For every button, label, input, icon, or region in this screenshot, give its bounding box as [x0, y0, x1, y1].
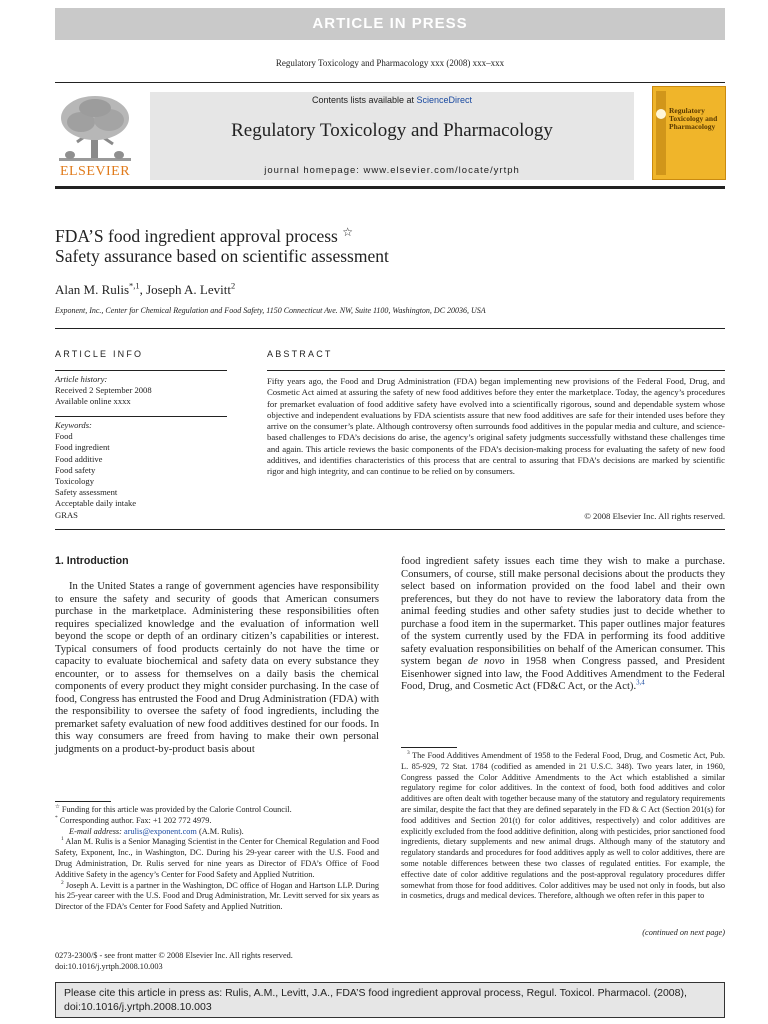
col2-text-a: food ingredient safety issues each time they wish to make a purchase. Consumers, of course, still make personal decisions about the products they select based on information provided on the food label and their own preferences, but they do not have to review the laboratory data from the animal feeding studies and other safety studies just to decide whether to purchase a food item in the supermarket. This paper outlines major features of the system currently used by the FDA in performing its food additive safety evaluation responsibilities on behalf of the American consumer. This system began [401, 556, 725, 667]
email-line [55, 827, 379, 838]
author-rulis-marks: *,1 [129, 280, 140, 291]
corr-text: Corresponding author. Fax: +1 202 772 4979. [59, 815, 212, 825]
funding-footnote [55, 805, 379, 816]
intro-paragraph: In the United States a range of government agencies have responsibility to ensure the safety and security of goods that American consumers purchase in the marketplace. Administering these responsibilities often requires specialized knowledge and the evaluation of information well beyond the scope or depth of an ordinary citizen’s capabilities or interest. Typical consumers of food products certainly do not have the time or capacity to evaluate biochemical and safety data on every substance they encounter, or to assess for themselves on a daily basis the chemical components of every product they might consider purchasing. In the case of food, Congress has entrusted the Food and Drug Administration (FDA) with the responsibility to oversee the safety of food ingredients, including the premarket safety evaluation of new food additives destined for our foods. In this way consumers are freed from having to make their own personal judgments on a product-by-product basis about [55, 581, 379, 755]
footnote-star: ☆ [55, 804, 60, 811]
title-block-rule [55, 328, 725, 329]
please-cite-box [55, 982, 725, 1018]
article-info-rule-1 [55, 370, 227, 371]
keywords-block [55, 420, 227, 521]
author-rulis: Alan M. Rulis [55, 282, 130, 297]
affiliation: Exponent, Inc., Center for Chemical Regulation and Food Safety, 1150 Connecticut Ave. NW, Suite 1100, Washington, DC 20036, USA [55, 306, 486, 315]
funding-text: Funding for this article was provided by the Calorie Control Council. [61, 805, 292, 814]
footnotes-left [55, 805, 379, 913]
header-bottom-rule [55, 186, 725, 189]
fn1-mark: 1 [61, 836, 64, 843]
col2-italic: de novo [467, 656, 505, 667]
fn1-text: Alan M. Rulis is a Senior Managing Scientist in the Center for Chemical Regulation and Food Safety, Exponent, Inc., in Washington, DC. During his 29-year career with the U.S. Food and Drug Administration, Dr. Rulis served for nine years as Director of FDA’s Office of Food Additive Safety in the agency’s Center for Food Safety and Applied Nutrition. [55, 837, 379, 879]
author-levitt-marks: 2 [230, 280, 236, 291]
journal-cover-thumbnail [652, 86, 726, 180]
article-title [55, 226, 655, 266]
corr-mark: * [55, 815, 58, 822]
cover-spine [656, 91, 666, 175]
doi-line[interactable]: doi:10.1016/j.yrtph.2008.10.003 [55, 962, 163, 971]
fn3-mark: 3 [407, 750, 410, 757]
footnote-rule-left [55, 801, 111, 802]
keyword: Food [55, 431, 73, 442]
footnote-3 [401, 751, 725, 902]
header-top-rule [55, 82, 725, 83]
history-label: Article history: [55, 374, 108, 384]
journal-homepage[interactable]: journal homepage: www.elsevier.com/locate/yrtph [264, 165, 520, 176]
issn-line: 0273-2300/$ - see front matter © 2008 Elsevier Inc. All rights reserved. [55, 951, 293, 960]
col2-text-b: in 1958 when Congress passed, and President Eisenhower signed into law, the Food Additives Amendment to the Federal Food, Drug, and Cosmetic Act (FD&C Act, or the Act). [401, 656, 725, 692]
keyword: Food ingredient [55, 442, 110, 453]
footnote-2 [55, 881, 379, 913]
cover-title: Regulatory Toxicology and Pharmacology [669, 106, 718, 131]
keywords-label: Keywords: [55, 420, 92, 430]
sciencedirect-link[interactable]: ScienceDirect [416, 95, 473, 105]
keyword: Safety assessment [55, 487, 118, 498]
cite-line-1: Please cite this article in press as: Rulis, A.M., Levitt, J.A., FDA’S food ingredient approval process, Regul. Toxicol. Pharmacol. (2008), [64, 987, 687, 999]
keyword: Toxicology [55, 476, 95, 487]
journal-title: Regulatory Toxicology and Pharmacology [231, 120, 553, 141]
abstract-text: Fifty years ago, the Food and Drug Administration (FDA) began implementing new provisions of the Federal Food, Drug, and Cosmetic Act aimed at assuring the safety of new food additives before they enter the marketplace. Today, the agency’s procedures for premarket evaluation of food additive safety have evolved into a scientifically rigorous, sound and dependable system whose objective and independent evaluations by FDA scientists assure that new food additives are safe for their intended uses before they arrive on the consumer’s plate. Although controversy often surrounds food additives in the popular media and culture, and science-based challenges to FDA’s decisions do arise, the agency’s original safety judgments successfully withstand these challenges time and again. This article reviews the basic components of the FDA’s decision-making process for evaluating the safety of new food additives, and identifies characteristics of this process that are central to assuring that FDA’s decisions are marked by scientific rigor and high integrity, and can continue to be relied on by consumers. [267, 376, 725, 477]
fn2-mark: 2 [61, 879, 64, 886]
abstract-copyright: © 2008 Elsevier Inc. All rights reserved. [584, 511, 725, 521]
email-suffix: (A.M. Rulis). [198, 826, 244, 836]
footnote-1 [55, 837, 379, 880]
title-line-2: Safety assurance based on scientific assessment [55, 246, 389, 266]
keyword: Food additive [55, 453, 103, 464]
title-footnote-star: ☆ [342, 225, 354, 239]
author-separator: , [139, 282, 147, 297]
title-line-1: FDA’S food ingredient approval process [55, 226, 338, 246]
elsevier-logo [55, 92, 135, 180]
received-date: Received 2 September 2008 [55, 385, 152, 396]
corresponding-footnote [55, 816, 379, 827]
author-list [55, 282, 235, 298]
intro-paragraph-continued [401, 556, 725, 694]
fn2-text: Joseph A. Levitt is a partner in the Washington, DC office of Hogan and Hartson LLP. During his 25-year career with the U.S. Food and Drug Administration, Mr. Levitt served for six years as Director of the FDA’s Center for Food Safety and Applied Nutrition. [55, 880, 380, 912]
ref-link-3-4[interactable]: 3,4 [636, 679, 645, 687]
cover-emblem-icon [656, 109, 666, 119]
email-link[interactable]: arulis@exponent.com [124, 826, 197, 836]
author-levitt: Joseph A. Levitt [146, 282, 231, 297]
continued-note: (continued on next page) [642, 928, 725, 937]
email-label: E-mail address: [69, 826, 122, 836]
fn3-text: The Food Additives Amendment of 1958 to the Federal Food, Drug, and Cosmetic Act, Pub. L. 85-929, 72 Stat. 1784 (codified as amended in 21 U.S.C. 348). Two years later, in 1960, Congress passed the Color Additive Amendments to the Act which established a similar regulatory regime for color additives. In the context of food, both food additives and color additives are often dealt with together because many of the statutory and regulatory requirements are similar, despite the fact that they are defined separately in the FD & C Act (Section 201(s) for food additives and Section 201(t) for color additives, respectively) and color additives are explicitly excluded from the food additive definition, along with pesticides, prior sanctioned food ingredients, dietary supplements and new animal drugs. Although many of the statutory and regulatory standards and procedures for food additives apply as well to color additives, there are some notable differences between these two classes of regulated entities. For example, the effective date of color additive regulations and the post-approval regulatory procedures differ somewhat from those for food additives. Color additives may be used not only in foods, but also in cosmetics, drugs and medical devices. Therefore, although we often refer in this paper to [401, 751, 725, 901]
contents-line [150, 95, 634, 105]
abstract-heading: ABSTRACT [267, 349, 333, 359]
abstract-bottom-rule [55, 529, 725, 530]
intro-heading: 1. Introduction [55, 555, 129, 567]
footnote-rule-right [401, 747, 457, 748]
article-history [55, 374, 227, 408]
keyword: Acceptable daily intake [55, 498, 137, 509]
cite-line-2[interactable]: doi:10.1016/j.yrtph.2008.10.003 [64, 1001, 212, 1013]
available-date: Available online xxxx [55, 396, 131, 407]
article-in-press-banner: ARTICLE IN PRESS [55, 8, 725, 40]
abstract-rule [267, 370, 725, 371]
contents-prefix: Contents lists available at [311, 95, 417, 105]
keyword: Food safety [55, 464, 96, 475]
article-info-heading: ARTICLE INFO [55, 349, 144, 359]
journal-citation: Regulatory Toxicology and Pharmacology xxx (2008) xxx–xxx [275, 58, 505, 68]
article-info-rule-2 [55, 416, 227, 417]
keyword: GRAS [55, 509, 78, 520]
elsevier-wordmark: ELSEVIER [59, 164, 131, 179]
